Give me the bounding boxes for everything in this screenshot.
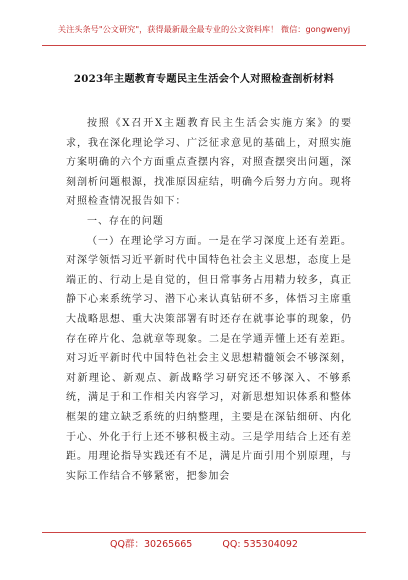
qq-group-text: QQ群：30265665 — [110, 539, 193, 550]
intro-paragraph: 按照《X召开X主题教育民主生活会实施方案》的要求，我在深化理论学习、广泛征求意见的基础上，对照实施方案明确的六个方面重点查摆内容，对照查摆突出问题，深刻剖析问题根源，找准原因症结，明确今后努力方向。现将对照检查情况报告如下： — [66, 118, 352, 208]
section-paragraph: （一）在理论学习方面。一是在学习深度上还有差距。对深学领悟习近平新时代中国特色社会主义思想，态度上是端正的、行动上是自觉的，但日常事务占用精力较多，真正静下心来系统学习、潜下心来认真钻研不多，体悟习主席重大战略思想、重大决策部署有时还存在就事论事的现象，仍存在碎片化、急就章等现象。二是在学通弄懂上还有差距。对习近平新时代中国特色社会主义思想精髓领会不够深刻，对新理论、新观点、新战略学习研究还不够深入、不够系统，满足于和工作相关内容学习，对新思想知识体系和整体框架的建立缺乏系统的归纳整理，主要是在深钻细研、内化于心、外化于行上还不够积极主动。三是学用结合上还有差距。用理论指导实践还有不足，满足片面引用个别原理，与实际工作结合不够紧密，把参加会 — [66, 235, 352, 482]
section-heading: 一、存在的问题 — [87, 215, 164, 227]
qq-contact-text: QQ: 535304092 — [222, 539, 298, 550]
header-divider — [42, 45, 366, 46]
header-banner: 关注头条号"公文研究"，获得最新最全最专业的公文资料库！ 微信：gongwenyj — [57, 24, 351, 34]
document-title: 2023年主题教育专题民主生活会个人对照检查剖析材料 — [73, 73, 335, 85]
footer-contacts — [0, 536, 408, 550]
document-body — [66, 114, 352, 486]
footer-divider — [42, 532, 366, 533]
